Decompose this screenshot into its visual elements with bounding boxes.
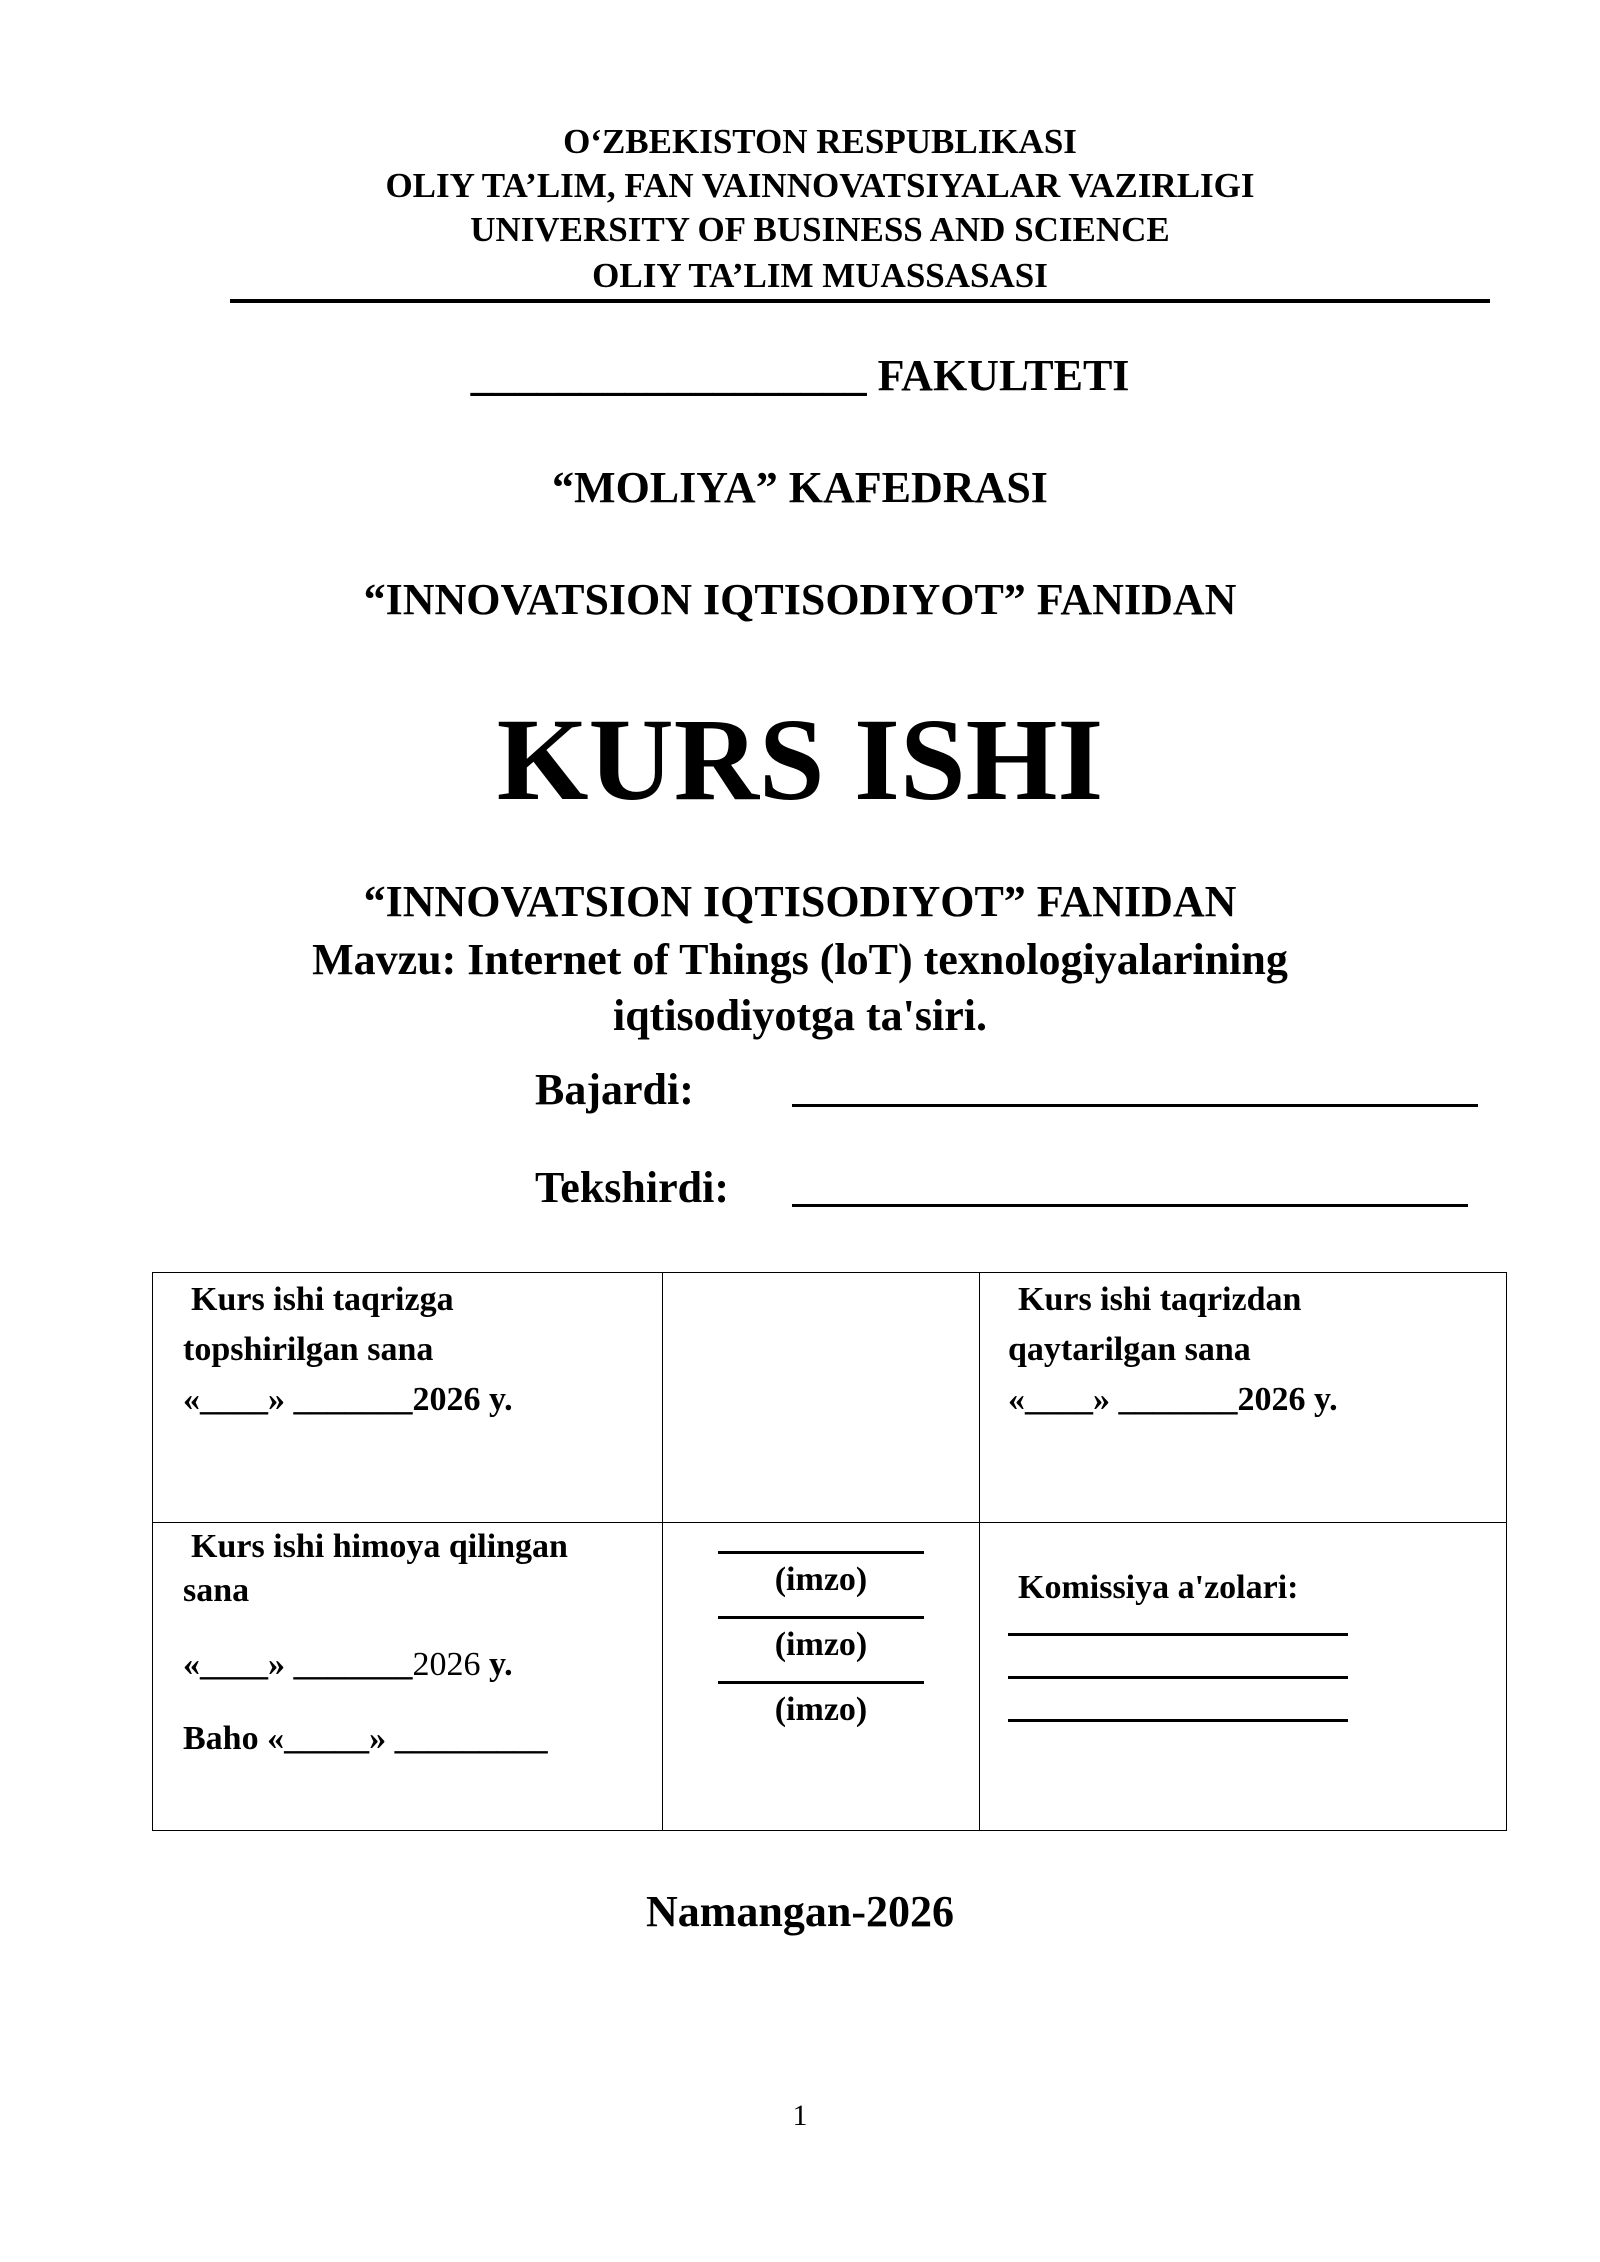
page-number: 1: [792, 2099, 808, 2132]
department-line: “MOLIYA” KAFEDRASI: [552, 463, 1048, 512]
signature-line: [718, 1671, 924, 1684]
review-table: [152, 1272, 1507, 1831]
submitted-line-2: topshirilgan sana: [183, 1331, 434, 1368]
defended-date: [183, 1643, 662, 1687]
returned-line-2: qaytarilgan sana: [1008, 1331, 1251, 1368]
signature-line: [718, 1606, 924, 1619]
returned-date: «____» _______2026 y.: [1008, 1381, 1338, 1418]
header-line-1: O‘ZBEKISTON RESPUBLIKASI: [563, 122, 1077, 161]
defended-cell: [153, 1523, 663, 1831]
commission-member-line: [1008, 1646, 1348, 1679]
topic-line-2: iqtisodiyotga ta'siri.: [612, 991, 988, 1040]
signature-caption: (imzo): [774, 1561, 868, 1598]
table-row: [153, 1523, 1507, 1831]
commission-label: Komissiya a'zolari:: [1018, 1569, 1299, 1606]
header-line-2: OLIY TA’LIM, FAN VAINNOVATSIYALAR VAZIRLIGI: [385, 166, 1255, 205]
checked-signature-line: [792, 1204, 1468, 1207]
defended-line-1: Kurs ishi himoya qilingan: [191, 1528, 568, 1565]
returned-line-1: Kurs ishi taqrizdan: [1018, 1281, 1302, 1318]
defended-date-year: 2026: [412, 1646, 481, 1683]
signature-line: [718, 1541, 924, 1554]
document-title: KURS ISHI: [496, 694, 1104, 825]
signatures-cell: [663, 1523, 980, 1831]
submitted-cell: [153, 1273, 663, 1523]
empty-cell: [663, 1273, 980, 1523]
defended-line-2: sana: [183, 1572, 250, 1609]
checked-label: Tekshirdi:: [535, 1163, 730, 1212]
defended-date-suffix: y.: [480, 1646, 513, 1683]
defended-date-prefix: «____» _______: [183, 1646, 413, 1683]
subject-line-top: “INNOVATSION IQTISODIYOT” FANIDAN: [363, 575, 1237, 624]
commission-cell: [980, 1523, 1507, 1831]
submitted-date: «____» _______2026 y.: [183, 1381, 513, 1418]
header-line-3: UNIVERSITY OF BUSINESS AND SCIENCE: [470, 210, 1170, 249]
grade-line: Baho «_____» _________: [183, 1720, 548, 1757]
signature-caption: (imzo): [774, 1626, 868, 1663]
submitted-line-1: Kurs ishi taqrizga: [191, 1281, 454, 1318]
faculty-line: __________________ FAKULTETI: [470, 351, 1130, 400]
subject-line: “INNOVATSION IQTISODIYOT” FANIDAN: [363, 877, 1237, 926]
commission-member-line: [1008, 1689, 1348, 1722]
table-row: [153, 1273, 1507, 1523]
performed-label: Bajardi:: [535, 1065, 694, 1114]
header-rule: [230, 299, 1490, 303]
returned-cell: [980, 1273, 1507, 1523]
city-year: Namangan-2026: [645, 1887, 955, 1936]
performed-signature-line: [792, 1104, 1478, 1107]
signature-caption: (imzo): [774, 1691, 868, 1728]
commission-member-line: [1008, 1613, 1348, 1636]
header-line-4: OLIY TA’LIM MUASSASASI: [592, 256, 1048, 295]
topic-line-1: Mavzu: Internet of Things (loT) texnologiyalarining: [312, 935, 1288, 984]
